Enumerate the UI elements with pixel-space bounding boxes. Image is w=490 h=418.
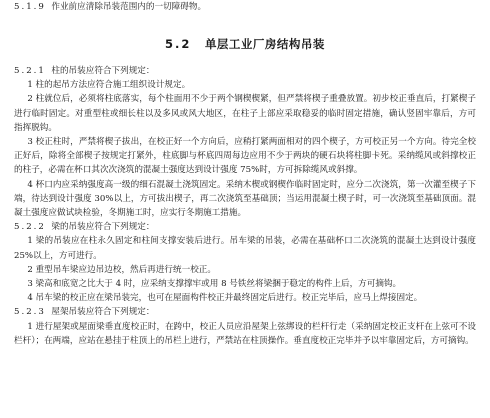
clause-item: 2 柱就位后，必须将柱底落实，每个柱面用不少于两个钢楔楔紧，但严禁将楔子重叠放置。初步校正垂直后，打紧楔子进行临时固定。对重型柱或细长柱以及多风或风大地区，在柱子上部应采取稳妥的临时固定措施，确认竖固牢靠后，方可指挥脱钩。 [14,94,476,133]
section-title-text: 单层工业厂房结构吊装 [204,37,325,51]
clause-item: 1 柱的起吊方法应符合施工组织设计规定。 [27,80,191,91]
clause-5-2-1 [14,64,476,220]
clause-heading [14,305,476,319]
clause-item: 1 进行屋架或屋面梁垂直度校正时，在跨中，校正人员应沿屋架上弦绑设的栏杆行走（采纳固定校正支杆在上弦可不设栏杆）；在两端，应站在悬挂于柱顶上的吊栏上进行，严禁站在柱顶操作。垂直度校正完毕并予以牢靠固定后，方可摘钩。 [14,321,476,346]
clause-item: 3 梁高和底宽之比大于 4 时，应采纳支撑撑牢或用 8 号铁丝将梁捆于稳定的构件上后，方可摘钩。 [27,279,402,290]
clause-number: 5.2.1 [14,66,46,76]
document-page [14,0,476,348]
clause-5-2-2 [14,220,476,305]
clause-item: 1 梁的吊装应在柱永久固定和柱间支撑安装后进行。吊车梁的吊装，必需在基础杯口二次浇筑的混凝土达到设计强度 25%以上，方可进行。 [14,236,476,261]
clause-item: 2 重型吊车梁应边吊边校，然后再进行统一校正。 [27,264,216,275]
clause-text: 作业前应清除吊装范围内的一切障碍物。 [51,2,207,12]
clause-5-1-9 [14,0,476,14]
clause-item: 3 校正柱时，严禁将楔子拔出，在校正好一个方向后，应稍打紧两面相对的四个楔子，方可校正另一个方向。待完全校正好后，除将全部楔子按规定打紧外，柱底脚与杯底四周每边应用不少于两块的硬石块将柱脚卡死。采纳缆风或斜撑校正的柱子，必需在杯口其次次浇筑的混凝土强度达到设计强度 75%时，方可拆除缆风或斜撑。 [14,137,476,176]
clause-heading [14,220,476,234]
clause-heading-text: 梁的吊装应符合下列规定： [51,222,155,233]
clause-heading-text: 柱的吊装应符合下列规定： [51,66,155,76]
clause-number: 5.2.2 [14,222,46,233]
section-title [14,36,476,52]
section-number: 5.2 [165,37,192,51]
clause-5-2-3 [14,305,476,348]
clause-number: 5.1.9 [14,2,46,12]
clause-heading [14,64,476,78]
clause-item: 4 吊车梁的校正应在梁吊装完，也可在屋面构件校正并最终固定后进行。校正完毕后，应马上焊接固定。 [27,293,423,304]
clause-item: 4 杯口内应采纳强度高一级的细石混凝土浇筑固定。采纳木楔或钢楔作临时固定时，应分二次浇筑，第一次灌至楔子下端，待达到设计强度 30%以上，方可拔出楔子，再二次浇筑至基础顶；当运用混凝土楔子时，可一次浇筑至基础顶面。混凝土强度应做试块检验，冬期施工时，应实行冬期施工措施。 [14,179,476,219]
clause-heading-text: 屋架吊装应符合下列规定： [51,307,155,318]
clause-number: 5.2.3 [14,307,46,318]
